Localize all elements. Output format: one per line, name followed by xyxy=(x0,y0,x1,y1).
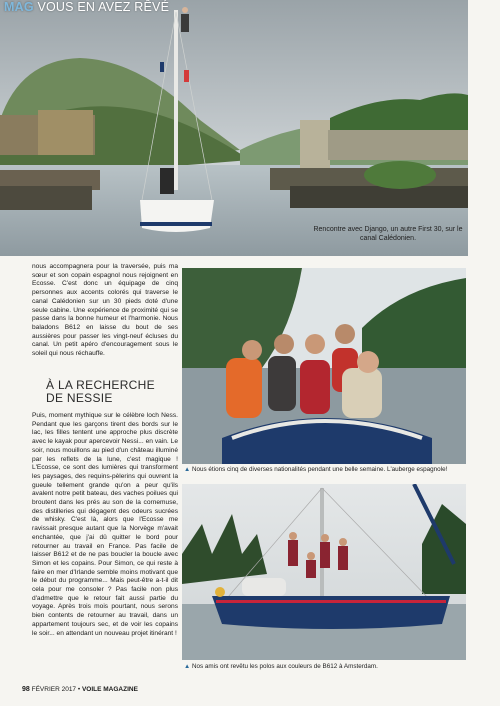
caption-triangle-icon: ▲ xyxy=(184,466,191,473)
paragraph-intro: nous accompagnera pour la traversée, puis ma sœur et son copain espagnol nous rejoignent en Ecosse. C'est donc un équipage de cinq personnes aux accents colorés qui traverse le canal Calédonien sur un 30 pieds doté d'une seule cabine. Une expérience de proximité qui se passe dans la bonne humeur et l'harmonie. Nous baladons B612 en laisse du bout de ses aussières pour passer les vingt-neuf écluses du canal. Un petit apéro d'encouragement sous le soleil qui nous réchauffe. xyxy=(32,263,178,358)
subheading-line-2: DE NESSIE xyxy=(46,390,113,405)
page-footer: 98 FÉVRIER 2017 • VOILE MAGAZINE xyxy=(22,686,138,693)
middle-photo-crew xyxy=(182,268,466,464)
middle-photo-caption xyxy=(184,466,466,473)
caption-triangle-icon-2: ▲ xyxy=(184,663,191,670)
page-header xyxy=(4,0,169,14)
article-column-left-continued xyxy=(32,412,178,638)
footer-date: FÉVRIER 2017 xyxy=(31,686,77,693)
footer-magazine: VOILE MAGAZINE xyxy=(81,686,138,693)
subheading xyxy=(46,379,166,404)
bottom-photo-boat xyxy=(182,484,466,660)
middle-caption-text: Nous étions cinq de diverses nationalités pendant une belle semaine. L'auberge espagnole! xyxy=(191,466,448,473)
top-photo-canal xyxy=(0,0,468,256)
paragraph-nessie: Puis, moment mythique sur le célèbre loch Ness. Pendant que les garçons tirent des bords sur le lac, les filles tentent une approche plus discrète avec le kayak pour apercevoir Nessi... en vain. Le soir, nous mouillons au pied d'un château illuminé par les reflets de la lune, c'est magique ! L'Ecosse, ce sont des lumières qui transforment les paysages, des requins-pèlerins qui ouvrent la gueule tellement grande qu'on a peur qu'ils avalent notre petit bateau, des vaches poilues qui broutent dans les prés au son de la cornemuse, des distilleries qui dégagent des odeurs sucrées de whisky. C'est là, alors que l'Ecosse me ravissait presque autant que la Norvège m'avait enchantée, que j'ai dû quitter le bord pour retourner au travail en France. Pas facile de laisser B612 et de ne pas boucler la boucle avec Simon et les copains. Pour Simon, ce qui reste à faire en mer d'Irlande semble moins motivant que le début du programme... Mais peut-être a-t-il dit cela pour me consoler ? Pas facile non plus d'admettre que le retour fait aussi partie du voyage. Après trois mois pourtant, nous serons bien contents de retourner au travail, dans un appartement toujours sec, et de voir les copains le soir... en attendant un nouveau projet itinérant ! xyxy=(32,412,178,637)
subheading-line-1: À LA RECHERCHE xyxy=(46,378,155,392)
bottom-photo-caption xyxy=(184,663,466,670)
header-section: MAG xyxy=(4,0,34,14)
article-column-left xyxy=(32,263,178,359)
header-title: VOUS EN AVEZ RÊVÉ xyxy=(37,0,170,14)
page-number: 98 xyxy=(22,686,30,693)
top-photo-caption: Rencontre avec Django, un autre First 30, sur le canal Calédonien. xyxy=(313,226,463,242)
bottom-caption-text: Nos amis ont revêtu les polos aux couleurs de B612 à Amsterdam. xyxy=(191,663,378,670)
